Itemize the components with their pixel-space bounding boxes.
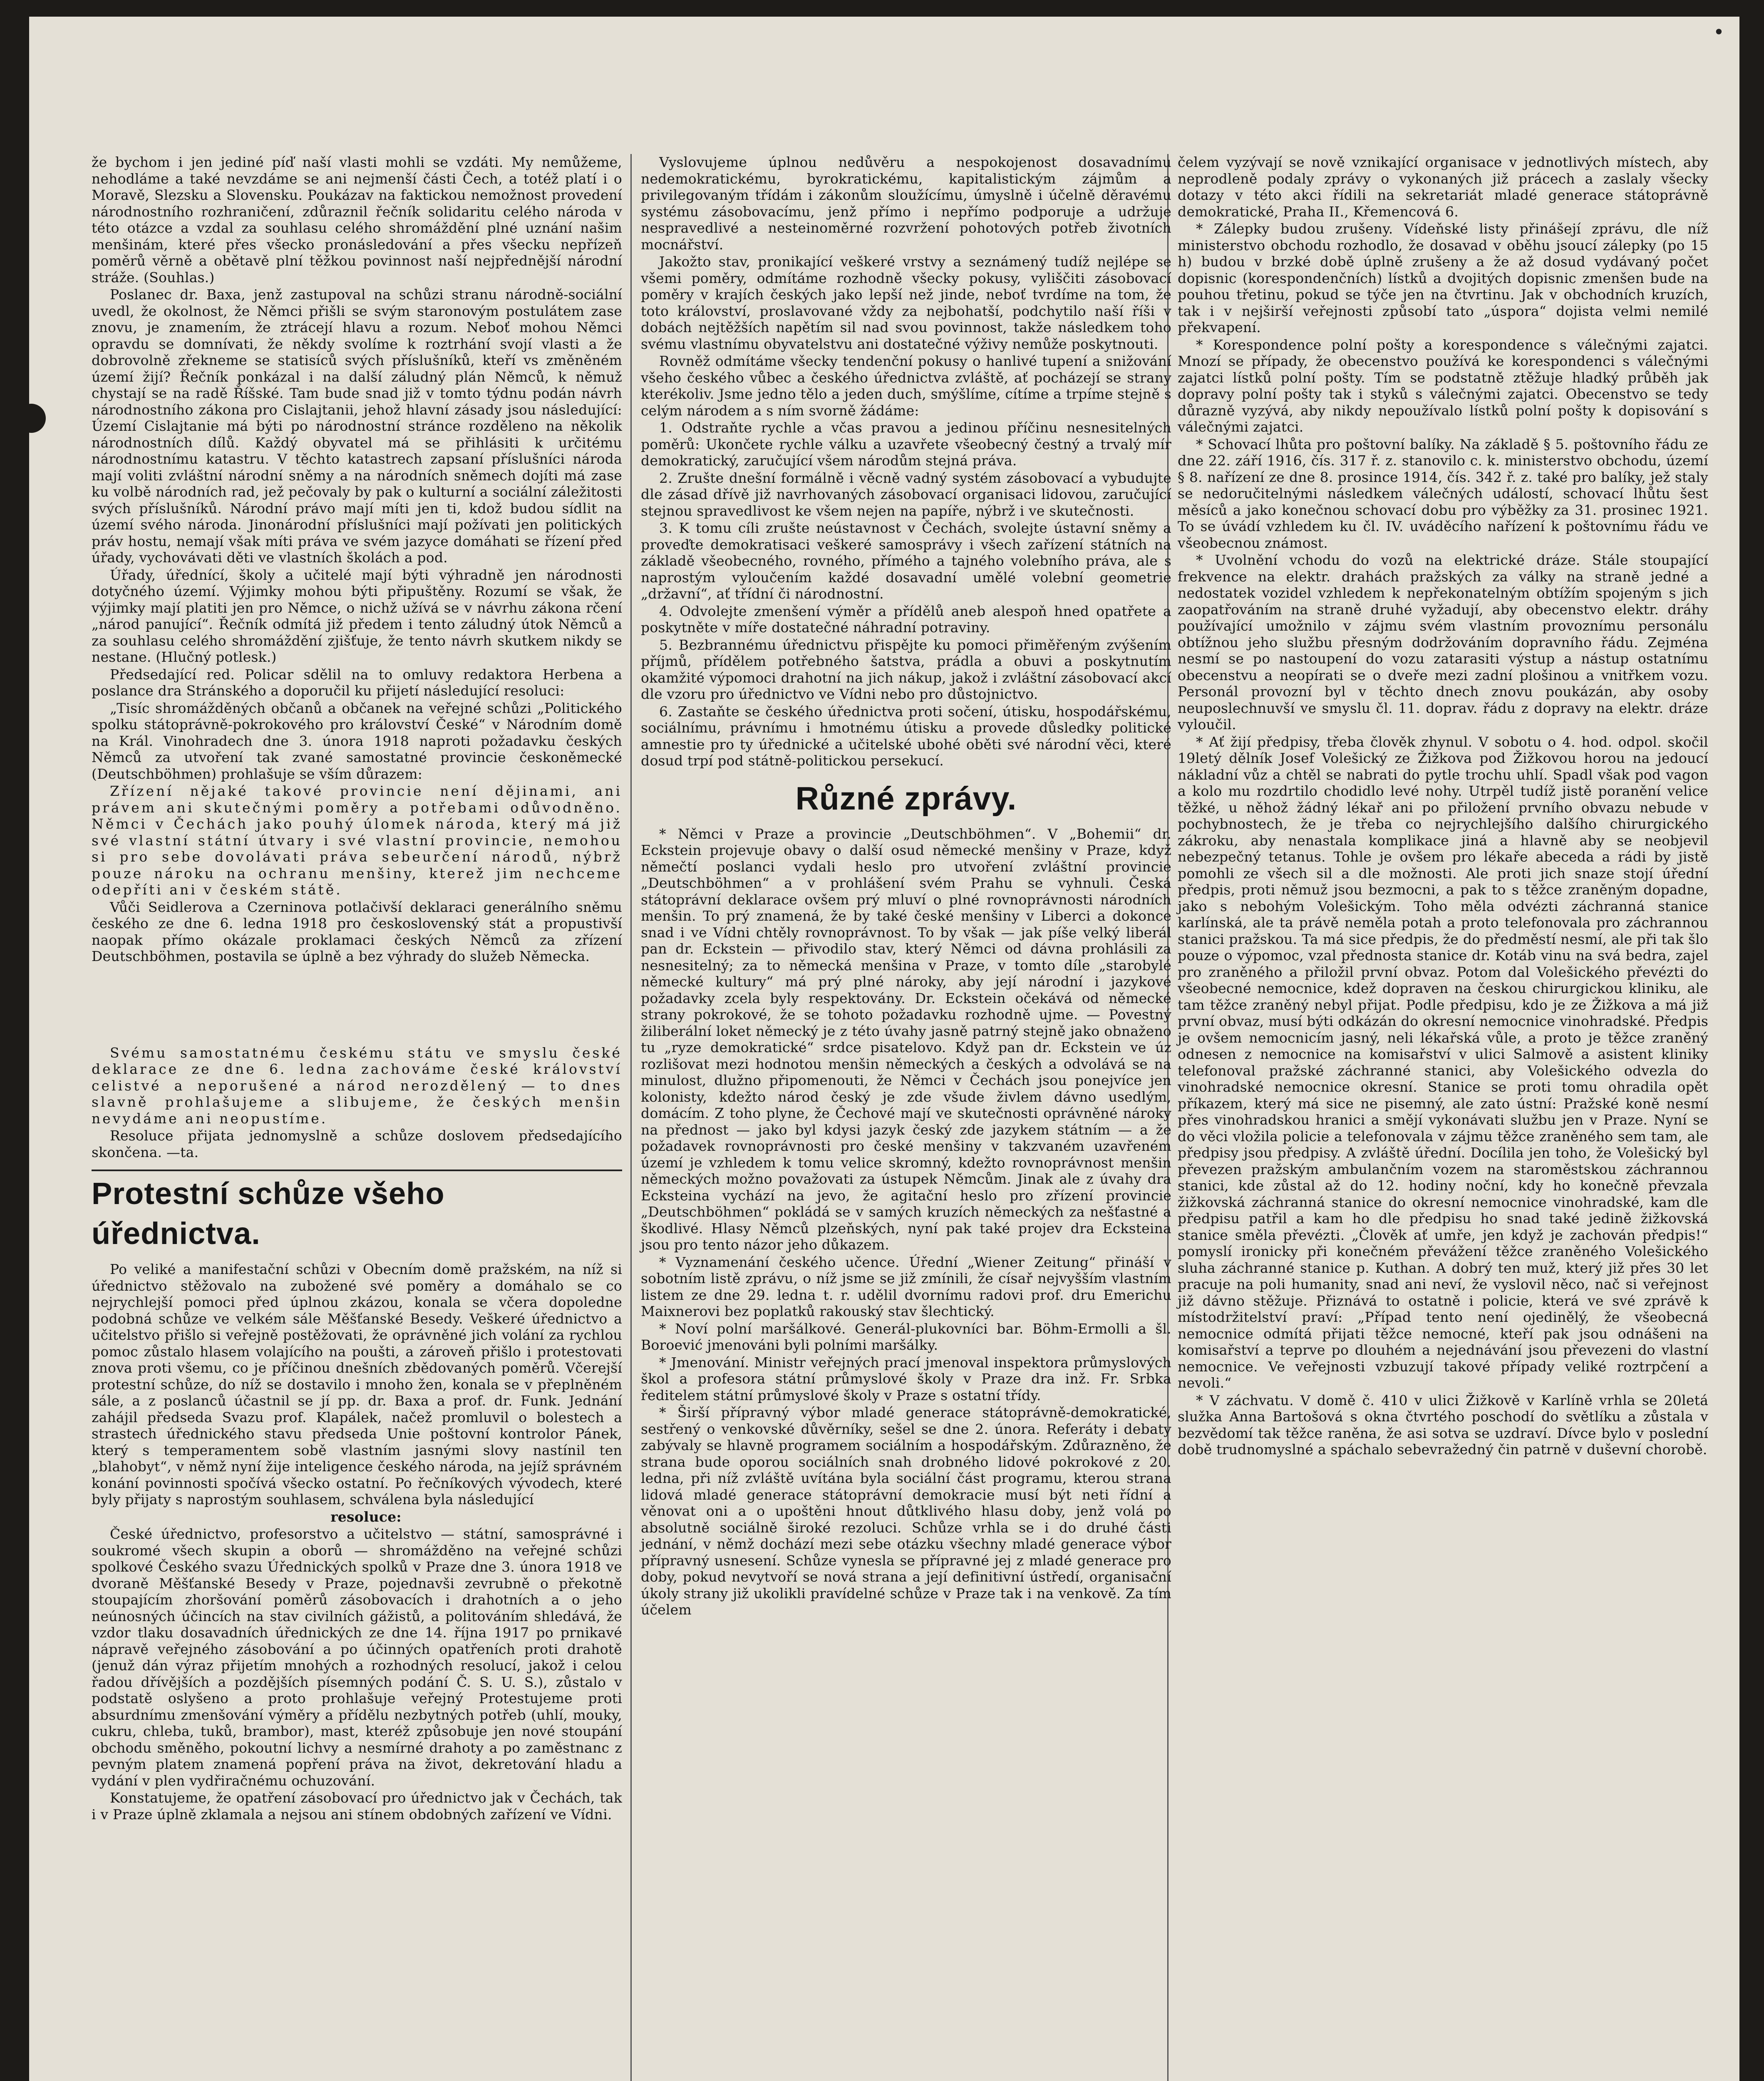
column-1 — [92, 154, 622, 2081]
news-item: * Vyznamenání českého učence. Úřední „Wiener Zeitung“ přináší v sobotním listě zprávu, o níž jsme se již zmínili, že císař nejvyšším vlastním listem ze dne 29. ledna t. r. udělil dvornímu radovi prof. dru Emerichu Maixnerovi bez poplatků rakouský stav šlechtický. — [641, 1254, 1171, 1319]
paragraph: 3. K tomu cíli zrušte neústavnost v Čechách, svolejte ústavní sněmy a proveďte demokratisaci veškeré samosprávy i všech zařízení státních na základě všeobecného, rovného, přímého a tajného volebního práva, ale s naprostým vyloučením každé dosavadní umělé volební geometrie „državní“, ať třídní či národnostní. — [641, 520, 1171, 602]
closing-note: Resoluce přijata jednomyslně a schůze doslovem předsedajícího skončena. —ta. — [92, 1127, 622, 1160]
spacer — [92, 966, 622, 1045]
newspaper-page — [29, 17, 1739, 2081]
news-item: * Uvolnění vchodu do vozů na elektrické dráze. Stále stoupající frekvence na elektr. drahách pražských za války na straně jedné a nedostatek vozidel vzhledem k nepřekonatelným obtížím spojeným s jich zaopatřováním na straně druhé vyžadují, aby obecenstvo elektr. dráhy používající umožnilo v zájmu svém vlastním provoznímu personálu obtížnou jeho službu přesným dodržováním dopravního řádu. Zejména nesmí se po nastoupení do vozu zatarasiti výstup a nástup ostatnímu obecenstvu a neopírati se o dveře mezi zadní plošinou a vnitřkem vozu. Personál provozní byl v těchto dnech znovu poukázán, aby osoby neuposlechnuvší ve smyslu čl. 11. doprav. řádu z dopravy na elektr. dráze vyloučil. — [1178, 552, 1708, 733]
paragraph: 4. Odvolejte zmenšení výměr a přídělů aneb alespoň hned opatřete a poskytněte v míře dostatečné náhradní potraviny. — [641, 603, 1171, 636]
paragraph: Rovněž odmítáme všecky tendenční pokusy o hanlivé tupení a snižování všeho českého vůbec a českého úřednictva zvláště, ať pocházejí se strany kterékoliv. Jsme jedno tělo a jeden duch, smýšlíme, cítíme a trpíme stejně s celým národem a s ním svorně žádáme: — [641, 353, 1171, 419]
news-item: * Korespondence polní pošty a korespondence s válečnými zajatci. Mnozí se případy, že obecenstvo používá ke korespondenci s válečnými zajatci lístků polní pošty. Tím se podstatně ztěžuje hladký průběh jak dopravy polní pošty tak i styků s válečnými zajatci. Obecenstvo se tedy důrazně vyzývá, aby nikdy nepoužívalo lístků polní pošty k dopisování s válečnými zajatci. — [1178, 336, 1708, 435]
news-item: * Zálepky budou zrušeny. Vídeňské listy přinášejí zprávu, dle níž ministerstvo obchodu rozhodlo, že dosavad v oběhu jsoucí zálepky (po 15 h) budou v brzké době úplně zrušeny a že až dosud vydávaný počet dopisnic (korespondenčních) lístků a dvojitých dopisnic zmenšen bude na pouhou třetinu, pokud se týče jen na čtvrtinu. Jak v obchodních kruzích, tak i v nejširší veřejnosti způsobí tato „úspora“ dojista velmi nemilé překvapení. — [1178, 221, 1708, 335]
news-item: * Širší přípravný výbor mladé generace státoprávně-demokratické, sestřený o venkovské důvěrníky, sešel se dne 2. února. Referáty i debaty zabývaly se hlavně programem sociálním a hospodářským. Zdůrazněno, že strana bude oporou sociálních snah drobného lidové pokrokové z 20. ledna, při níž zvláště uvítána byla sociální část programu, kterou strana lidová mladé generace státoprávní demokracie musí být neti řídní a věnovat oni a o upoštěni hnout důtklivého hlasu doby, jenž volá po absolutně sociálně široké rezoluci. Schůze vrhla se i do druhé části jednání, v němž dochází mezi sebe otázku všechny mladé generace výbor přípravný usnesení. Schůze vynesla se přípravné jej z mladé generace pro doby, pokud nevytvoří se nová strana a její definitivní ústředí, organisační úkoly strany již ukolikli pravídelné schůze v Praze tak i na venkově. Za tím účelem — [641, 1404, 1171, 1618]
paragraph: Po veliké a manifestační schůzi v Obecním domě pražském, na níž si úřednictvo stěžovalo na zubožené své poměry a domáhalo se co nejrychlejší pomoci před úplnou zkázou, konala se včera dopoledne podobná schůze ve velkém sále Měšťanské Besedy. Veškeré úřednictvo a učitelstvo přišlo si veřejně postěžovati, že oprávněné jich volání za rychlou pomoc zůstalo hlasem volajícího na poušti, a zároveň přišlo i protestovati znova proti všemu, co je příčinou dnešních zbědovaných poměrů. Včerejší protestní schůze, do níž se dostavilo i mnoho žen, konala se v přeplněném sále, a z poslanců účastnil se jí pp. dr. Baxa a prof. dr. Funk. Jednání zahájil předseda Svazu prof. Klapálek, načež promluvil o bolestech a strastech úřednického stavu předseda Unie poštovní kontrolor Pánek, který s temperamentem sobě vlastním jasnými slovy nastínil ten „blahobyt“, v němž nyní žije inteligence českého národa, na jejíž správném konání povinnosti spočívá všecko ostatní. Po řečníkových vývodech, které byly přijaty s naprostým souhlasem, schválena byla následující — [92, 1261, 622, 1507]
headline-ruzne-zpravy: Různé zprávy. — [795, 780, 1017, 817]
paragraph: Vůči Seidlerova a Czerninova potlačivší deklaraci generálního sněmu českého ze dne 6. ledna 1918 pro československý stát a propustivší naopak přímo okázale proklamaci českých Němců za zřízení Deutschböhmen, postavila se úplně a bez výhrady do služeb Německa. — [92, 899, 622, 964]
resoluce-label: resoluce: — [330, 1508, 402, 1525]
news-item: * Schovací lhůta pro poštovní balíky. Na základě § 5. poštovního řádu ze dne 22. září 1916, čís. 317 ř. z. stanovilo c. k. ministerstvo obchodu, území § 8. nařízení ze dne 8. prosince 1914, čís. 342 ř. z. také pro balíky, jež staly se nedoručitelnými následkem válečných událostí, schovací lhůtu šest měsíců a jako konečnou schovací dobu pro výběžky za 31. prosinec 1921. To se úvádí vzhledem ku čl. IV. uváděcího nařízení k poštovnímu řádu ve všeobecnou známost. — [1178, 436, 1708, 551]
paragraph: Předsedající red. Policar sdělil na to omluvy redaktora Herbena a poslance dra Stránského a doporučil ku přijetí následující resoluci: — [92, 666, 622, 699]
paragraph: 1. Odstraňte rychle a včas pravou a jedinou příčinu nesnesitelných poměrů: Ukončete rychle válku a uzavřete všeobecný čestný a trvalý mír demokratický, zaručující všem národům stejná práva. — [641, 420, 1171, 469]
news-item: čelem vyzývají se nově vznikající organisace v jednotlivých místech, aby neprodleně podaly zprávy o vykonaných již prácech a zaslaly všecky dotazy v této akci řídili na sekretariát mladé generace státoprávně demokratické, Praha II., Křemencová 6. — [1178, 154, 1708, 220]
news-item: * Jmenování. Ministr veřejných prací jmenoval inspektora průmyslových škol a profesora státní průmyslové školy v Praze dra inž. Fr. Srbka ředitelem státní průmyslové školy v Praze s ostatní třídy. — [641, 1354, 1171, 1403]
news-item: * V záchvatu. V domě č. 410 v ulici Žižkově v Karlíně vrhla se 20letá služka Anna Bartošová s okna čtvrtého poschodí do světlíku a zůstala v bezvědomí tak těžce raněna, že asi sotva se uzdraví. Dívce bylo v poslední době trudnomyslné a spáchalo sebevražedný čin patrně v duševní chorobě. — [1178, 1392, 1708, 1458]
corner-mark: • — [1713, 21, 1724, 43]
paragraph: České úřednictvo, profesorstvo a učitelstvo — státní, samosprávné i soukromé všech skupin a oborů — shromážděno na veřejné schůzi spolkové Českého svazu Úřednických spolků v Praze dne 3. února 1918 ve dvoraně Měšťanské Besedy v Praze, pojednavši zevrubně o překotně stoupajícím zhoršování poměrů zásobovacích i drahotních a o jeho neúnosných účincích na stav civilních gážistů, a politováním shledává, že vzdor tlaku dosavadních úřednických ze dne 14. října 1917 po prnikavé nápravě veřejného zásobování a po účinných opatřeních proti drahotě (jenuž dán výraz přijetím mnohých a rozhodných resolucí, jakož i celou řadou dřívějších a pozdějších písemných podání Č. S. U. S.), zůstalo v podstatě oslyšeno a proto prohlašuje veřejný Protestujeme proti absurdnímu zmenšování výměry a přídělu nezbytných potřeb (uhlí, mouky, cukru, chleba, tuků, brambor), mast, kteréž způsobuje jen nové stoupání obchodu směněho, pokoutní lichvy a nesmírné drahoty a po zaměstnanc z pevným platem znamená popření práva na život, dekretování hladu a vydání v plen vydřiračnému ochuzování. — [92, 1526, 622, 1789]
binding-hole — [29, 404, 46, 433]
column-3 — [1178, 154, 1708, 2081]
paragraph: 6. Zastaňte se českého úřednictva proti sočení, útisku, hospodářskému, sociálnímu, právnímu i hmotnému útisku a provede důsledky politické amnestie pro ty úřednické a učitelské ubohé oběti své národní věci, které dosud trpí pod státně-politickou persekucí. — [641, 703, 1171, 769]
paragraph: Úřady, úřednící, školy a učitelé mají býti výhradně jen národnosti dotyčného území. Výjimky mohou býti připuštěny. Rozumí se však, že výjimky mají platiti jen pro Němce, o nichž užívá se v návrhu zákona rčení „národ panující“. Řečník odmítá již předem i tento záludný útok Němců a za souhlasu celého shromáždění zjišťuje, že tento návrh skutkem nikdy se nestane. (Hlučný potlesk.) — [92, 566, 622, 665]
paragraph: že bychom i jen jediné píď naší vlasti mohli se vzdáti. My nemůžeme, nehodláme a také nevzdáme se ani nejmenší části Čech, a totéž platí i o Moravě, Slezsku a Slovensku. Poukázav na faktickou nemožnost provedení národnostního rozhraničení, zdůraznil řečník solidaritu celého národa v této otázce a vzdal za souhlasu celého shromáždění plné uznání našim menšinám, které přes všecko pronásledování a přes všecku nepřízeň poměrů věrně a obětavě plní těžkou povinnost naší nejpřednější národní stráže. (Souhlas.) — [92, 154, 622, 286]
news-item: * Noví polní maršálkové. Generál-plukovníci bar. Böhm-Ermolli a šl. Boroević jmenováni byli polními maršálky. — [641, 1320, 1171, 1353]
paragraph: 5. Bezbrannému úřednictvu přispějte ku pomoci přiměřeným zvýšením příjmů, přídělem potřebného šatstva, prádla a obuvi a poskytnutím okamžité výpomoci drahotní na jich nákup, jakož i zvláštní zásobovací akcí dle vzoru pro úřednictvo ve Vídni nebo pro důstojnictvo. — [641, 636, 1171, 702]
news-item: * Němci v Praze a provincie „Deutschböhmen“. V „Bohemii“ dr. Eckstein projevuje obavy o další osud německé menšiny v Praze, když němečtí poslanci vydali heslo pro utvoření zvláštní provincie „Deutschböhmen“ a v prohlášení svém Prahu se vyhnuli. Česká státoprávní deklarace ovšem prý mluví o plné rovnoprávnosti národních menšin. To prý znamená, že by také české menšiny v Liberci a dokonce snad i ve Vídni chtěly rovnoprávnost. To by však — jak píše velký liberál pan dr. Eckstein — přivodilo stav, který Němci od dávna prohlásili za nesnesitelný; za to německá menšina v Praze, v tomto díle „starobylé německé kultury“ má prý plné nároky, aby její národní i jazykové požadavky zcela byly respektovány. Dr. Eckstein očekává od německé strany pokrokové, že se tohoto požadavku rozhodně ujme. — Povestný žiliberální loket německý je z této úvahy jasně patrný stejně jako obnaženo tu „ryze demokratické“ srdce pisatelovo. Když pan dr. Eckstein ve úz rozlišovat mezi hodnotou menšin německých a českých a odvolává se na minulost, dlužno připomenouti, že Němci v Čechách jsou ponejvíce jen kolonisty, kdežto národ český je zde všude živlem dávno usedlým, domácím. Z toho plyne, že Čechové mají ve skutečnosti oprávněné nároky na přednost — jako byl kdysi jazyk český zde jazykem státním — a že požadavek rovnoprávnosti pro české menšiny v takzvaném uzavřeném území je vzhledem k tomu velice skromný, kdežto rovnoprávnost menšin německých možno považovati za ústupek Němcům. Jinak ale z úvahy dra Ecksteina vychází na jevo, že agitační heslo pro zřízení provincie „Deutschböhmen“ pokládá se v samých kruzích německých za nešťastné a škodlivé. Hlasy Němců plzeňských, nyní pak také projev dra Ecksteina jsou pro tento názor jeho důkazem. — [641, 825, 1171, 1253]
column-2 — [641, 154, 1171, 2081]
paragraph: Poslanec dr. Baxa, jenž zastupoval na schůzi stranu národně-sociální uvedl, že okolnost, že Němci přišli se svým staronovým postulátem zase znovu, je znamením, že ztrácejí hlavu a rozum. Neboť mohou Němci opravdu se domnívati, že někdy svolíme k roztrhání svojí vlasti a že dobrovolně zřekneme se statisíců svých příslušníků, kteří vs změněném území žijí? Řečník ponkázal i na další záludný plán Němců, k němuž chystají se na radě Říšské. Tam bude snad již v tomto týdnu podán návrh národnostního zákona pro Cislajtanii, jehož hlavní zásady jsou následující: Území Cislajtanie má býti po národnostní stránce rozděleno na několik národnostních dílů. Každý obyvatel má se přihlásiti k určitému národnostnímu katastru. V těchto katastrech zapsaní příslušníci národa mají voliti zvláštní národní sněmy a na národních sněmech dojíti má zase ku volbě národních rad, jež pečovaly by pak o kulturní a sociální záležitosti svých příslušníků. Národní právo mají míti jen ti, kdož budou sídlit na území svého národa. Jinonárodní příslušníci mají požívati jen politických práv hostu, nemají však míti práva ve svém jazyce domáhati se řízení před úřady, vychovávati děti ve vlastních školách a pod. — [92, 286, 622, 566]
news-item: * Ať žijí předpisy, třeba člověk zhynul. V sobotu o 4. hod. odpol. skočil 19letý dělník Josef Volešický ze Žižkova pod Žižkovou horou na jedoucí nákladní vůz a chtěl se nabrati do pytle trochu uhlí. Spadl však pod vagon a kolo mu rozdrtilo chodidlo levé nohy. Utrpěl tudíž jistě poranění velice těžké, u něhož žádný lékař ani po přiložení prvního obvazu nebude v pochybnostech, že je třeba co nejrychlejšího dalšího chirurgického zákroku, aby nenastala komplikace jiná a hlavně aby se neobjevil nebezpečný tetanus. Tohle je ovšem pro lékaře abeceda a rádi by jistě pomohli ze všech sil a dle možnosti. Ale proti jich snaze stojí úřední předpis, proti němuž jsou bezmocni, a pak to s těžce zraněným dopadne, jako s nebohým Volešickým. Toho měla odvézti záchranná stanice karlínská, ale ta právě neměla potah a proto telefonovala pro záchrannou stanici pražskou. Ta má sice předpis, že do předměstí nesmí, ale při tak šlo pouze o výpomoc, vzal přednosta stanice dr. Kotáb vinu na svá bedra, zajel pro zraněného a přiložil první obvaz. Potom dal Volešického převézti do všeobecné nemocnice, kdež dopraven na českou chirurgickou kliniku, ale tam těžce zraněný nebyl přijat. Podle předpisu, kdo je ze Žižkova a má již první obvaz, musí býti odkázán do okresní nemocnice vinohradské. Předpis je ovšem nemocnicím jasný, neli lékařská vůle, a proto je těžce zraněný odnesen z nemocnice na komisařství v ulici Salmově a asistent kliniky telefonoval pražské záchranné stanici, aby Volešického odvezla do vinohradské nemocnice okresní. Stanice se proti tomu ohradila opět příkazem, který má sice ne pisemný, ale zato ústní: Pražské koně nesmí přes vinohradskou hranici a smějí vykonávati službu jen v Praze. Nyní se do věci vložila policie a telefonovala v zájmu těžce zraněného sem tam, ale předpisy jsou předpisy. A zvláště úřední. Docílila jen toho, že Volešický byl převezen pražským ambulančním vozem na staroměstskou záchrannou stanici, kde zůstal až do 12. hodiny noční, kdy ho konečně převzala žižkovská záchranná stanice do okresní nemocnice vinohradské, kam dle předpisu patřil a kam ho dle předpisu ho snad také jedině žižkovská stanice směla převézti. „Člověk ať umře, jen když je zachován předpis!“ pomyslí ironicky při konečném převážení těžce zraněného Volešického sluha záchranné stanice p. Kuthan. A dobrý ten muž, který již přes 30 let pracuje na poli humanity, snad ani neví, že vyslovil něco, nač si veřejnost již dávno stěžuje. Přiznává to ostatně i policie, která ve své zprávě k místodržitelství praví: „Případ tento není ojedinělý, že všeobecná nemocnice odmítá přijati těžce nemocné, kteří pak jsou odnášeni na komisařství a teprve po dlouhém a nejednávání jsou převezeni do vlastní nemocnice. Ve veřejnosti vzbuzují takové případy veliké roztrpčení a nevoli.“ — [1178, 733, 1708, 1391]
paragraph: Konstatujeme, že opatření zásobovací pro úřednictvo jak v Čechách, tak i v Praze úplně zklamala a nejsou ani stínem obdobných zařízení ve Vídni. — [92, 1790, 622, 1823]
closing-statement: Svému samostatnému českému státu ve smyslu české deklarace ze dne 6. ledna zachováme české království celistvé a neporušené a národ nerozdělený — to dnes slavně prohlašujeme a slibujeme, že českých menšin nevydáme ani neopustíme. — [92, 1044, 622, 1127]
paragraph: Zřízení nějaké takové provincie není dějinami, ani právem ani skutečnými poměry a potřebami odůvodněno. Němci v Čechách jako pouhý úlomek národa, který má již své vlastní státní útvary i své vlastní provincie, nemohou si pro sebe dovolávati práva sebeurčení národů, nýbrž pouze nároku na ochranu menšiny, kterež jim nechceme odepříti ani v českém státě. — [92, 783, 622, 898]
paragraph: Jakožto stav, pronikající veškeré vrstvy a seznámený tudíž nejlépe se všemi poměry, odmítáme rozhodně všecky pokusy, vyliščiti zásobovací poměry v krajích českých jako lepší než jinde, neboť tvrdíme na tom, že toto království, proslavované vždy za nejbohatší, podchytilo naší říši v dobách nejtěžších napětím sil nad svou povinnost, takže následkem toho svému vlastnímu obyvatelstvu ani dostatečné výživy nemůže poskytnouti. — [641, 253, 1171, 352]
paragraph: „Tisíc shromážděných občanů a občanek na veřejné schůzi „Politického spolku státoprávně-pokrokového pro království České“ v Národním domě na Král. Vinohradech dne 3. února 1918 naproti požadavku českých Němců za utvoření tak zvané samostatné provincie českoněmecké (Deutschböhmen) prohlašuje se vším důrazem: — [92, 700, 622, 782]
headline-protest: Protestní schůze všeho úřednictva. — [92, 1170, 622, 1254]
paragraph: Vyslovujeme úplnou nedůvěru a nespokojenost dosavadnímu nedemokratickému, byrokratickému, kapitalistickým zájmům a privilegovaným třídám i zákonům sloužícímu, úmyslně i účelně děravému systému zásobovacímu, jenž přímo i nepřímo podporuje a udržuje nespravedlivé a nesteinoměrné rozvržení pohotových potřeb životních mocnářství. — [641, 154, 1171, 253]
paragraph: 2. Zrušte dnešní formálně i věcně vadný systém zásobovací a vybudujte dle zásad dřívě již navrhovaných zásobovací organisaci lidovou, zaručující stejnou spravedlivost ke všem nejen na papíře, nýbrž i ve skutečnosti. — [641, 469, 1171, 519]
column-rule — [630, 154, 632, 2081]
